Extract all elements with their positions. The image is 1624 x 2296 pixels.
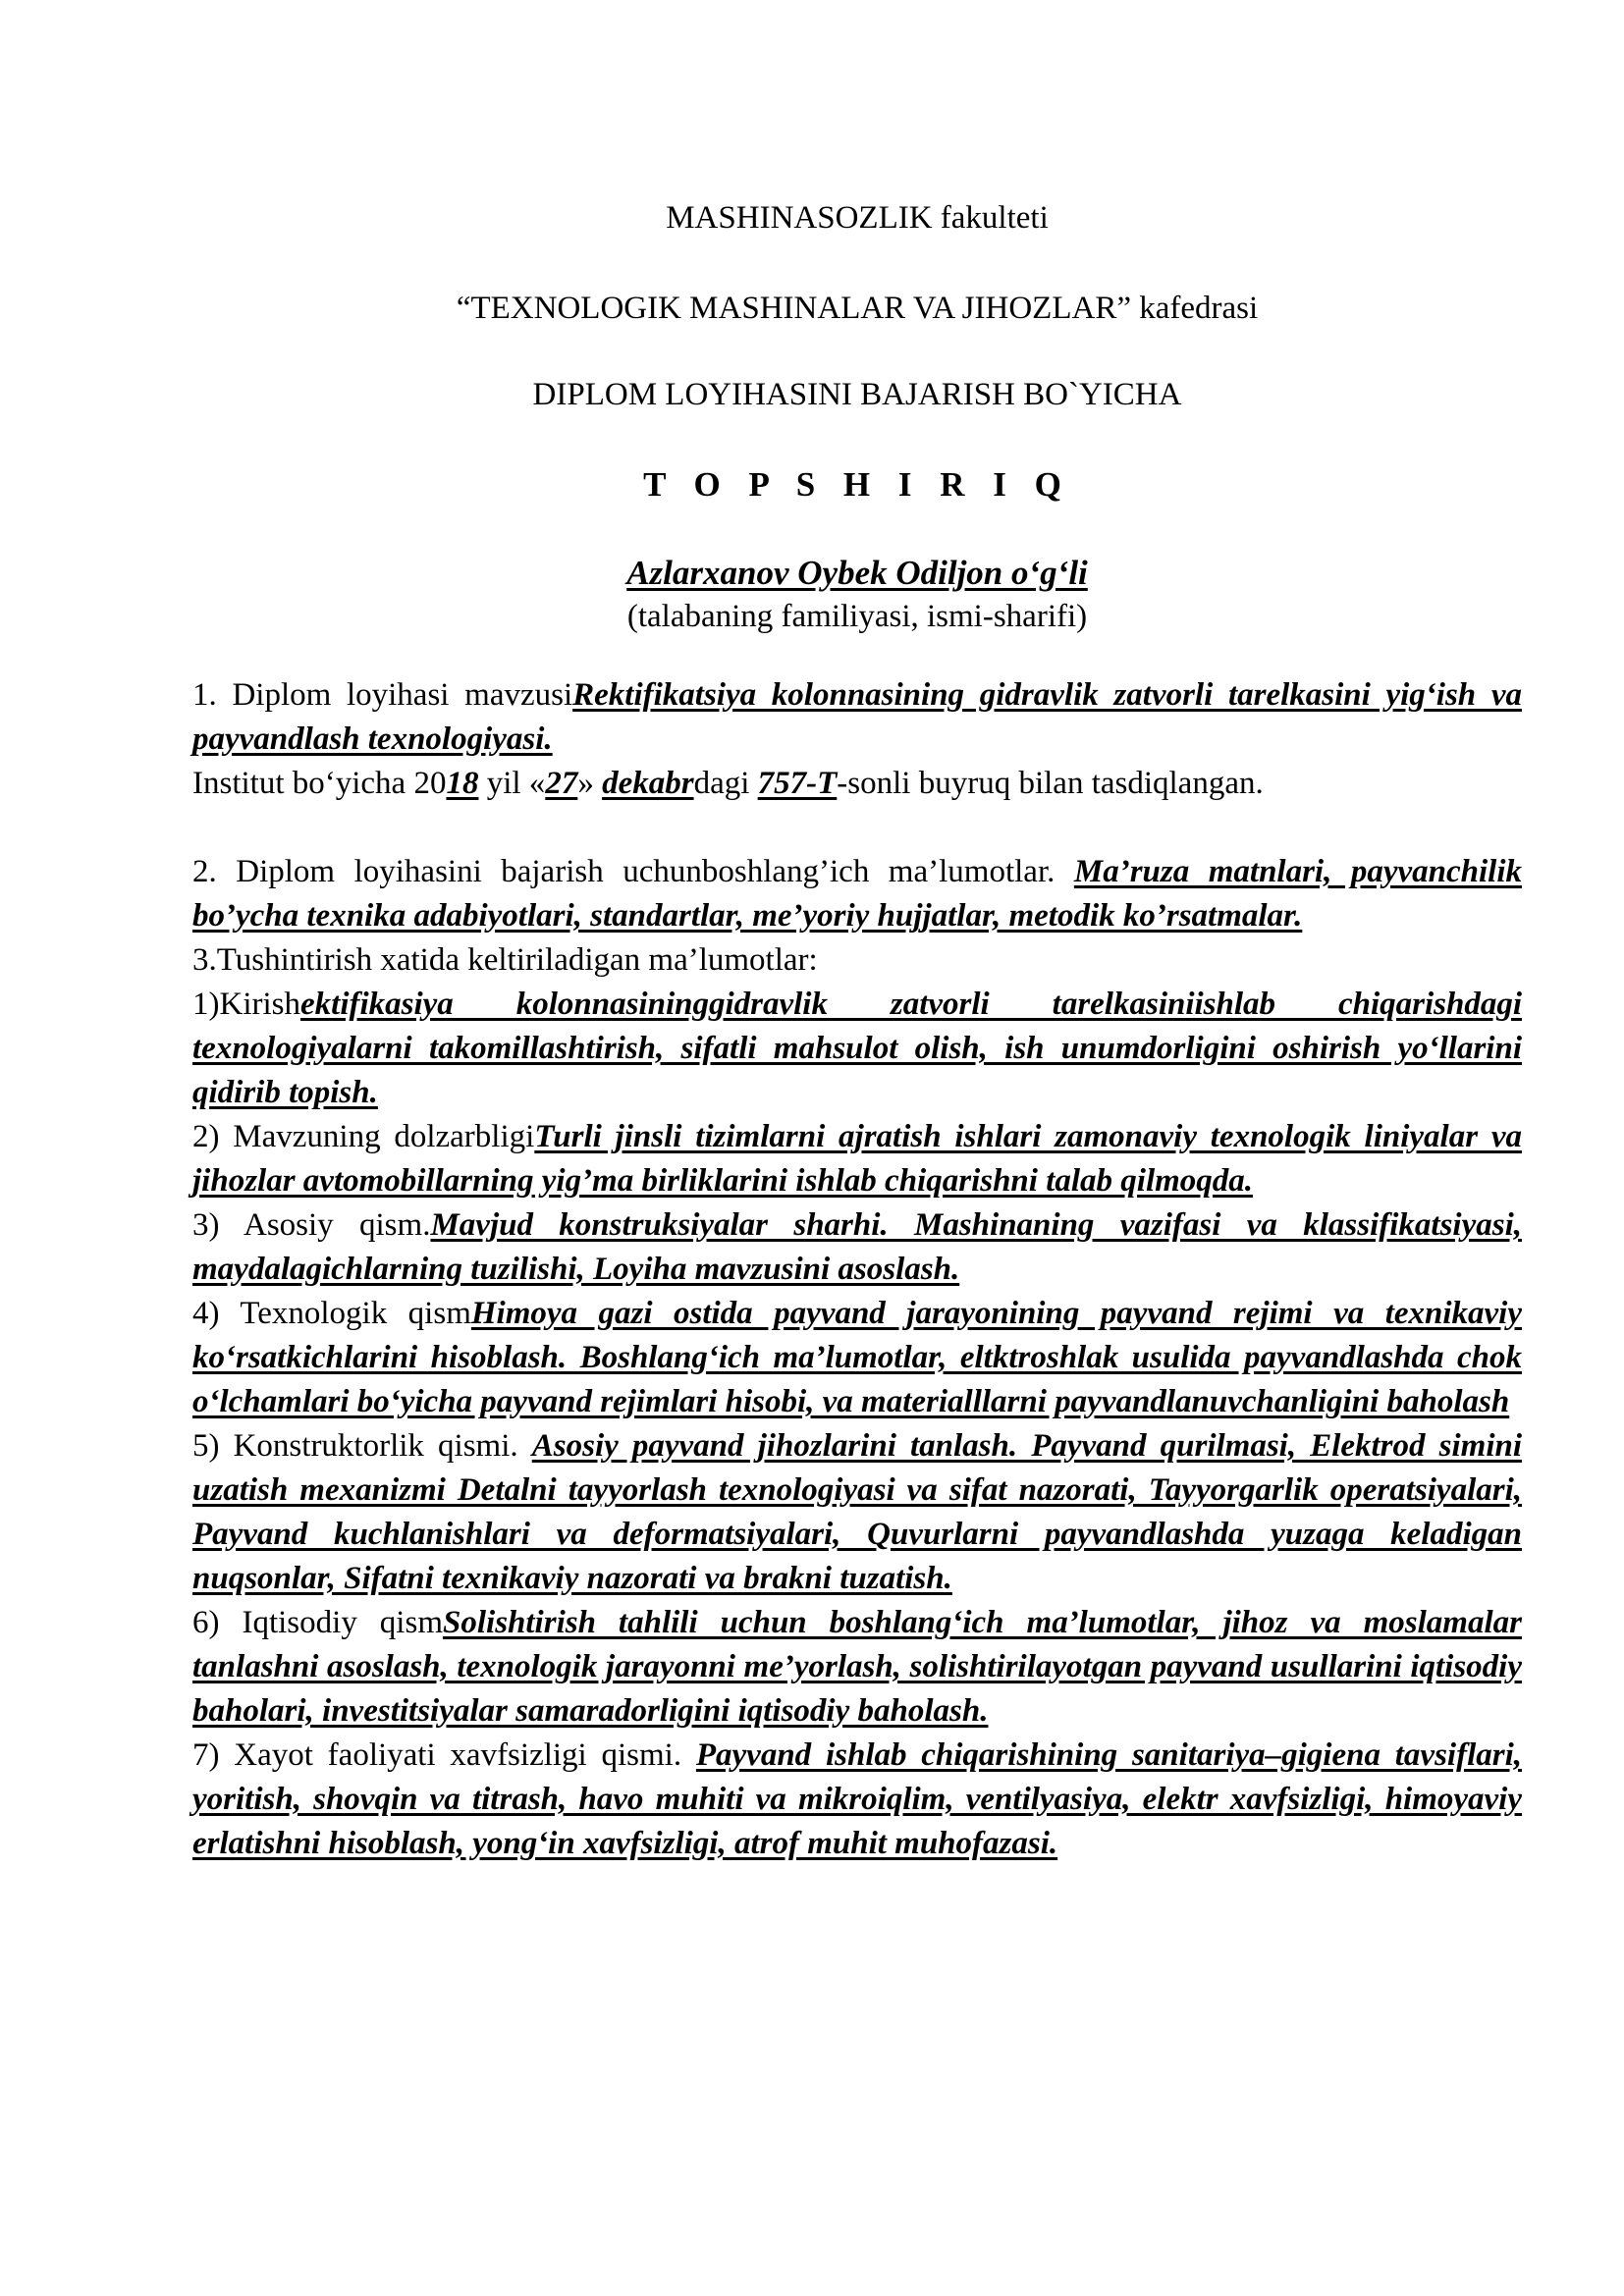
approval-order-number: 757-T	[757, 766, 838, 801]
section-text: Himoya gazi ostida payvand jarayonining payvand rejimi va texnikaviy ko‘rsatkichlarini hisoblash. Boshlang‘ich ma’lumotlar, eltktroshlak usulida payvandlashda chok o‘lchamlari bo‘yicha payvand rejimlari hisobi, va materialllarni payvandlanuvchanligini baholash	[192, 1296, 1522, 1419]
item-1-label: 1. Diplom loyihasi mavzusi	[192, 677, 573, 713]
approval-text-1: yil «	[478, 766, 546, 801]
section-label: 4) Texnologik qism	[192, 1296, 471, 1331]
section-label: 2) Mavzuning dolzarbligi	[192, 1119, 535, 1154]
subject-heading: DIPLOM LOYIHASINI BAJARISH BO`YICHA	[532, 377, 1182, 412]
section-label: 3) Asosiy qism.	[192, 1207, 431, 1243]
approval-year: 18	[446, 766, 479, 801]
section-text: Turli jinsli tizimlarni ajratish ishlari zamonaviy texnologik liniyalar va jihozlar avtomobillarning yig’ma birliklarini ishlab chiqarishni talab qilmoqda.	[192, 1119, 1522, 1199]
document-body	[192, 673, 1522, 1866]
student-caption: (talabaning familiyasi, ismi-sharifi)	[626, 599, 1088, 634]
item-1-topic	[192, 673, 1522, 762]
section-7	[192, 1734, 1522, 1866]
item-2-label: 2. Diplom loyihasini bajarish uchunboshlang’ich ma’lumotlar.	[192, 854, 1074, 889]
document-title: T O P S H I R I Q	[643, 465, 1071, 504]
item-2-initial-data	[192, 850, 1522, 938]
approval-suffix: -sonli buyruq bilan tasdiqlangan.	[837, 766, 1264, 801]
approval-day: 27	[545, 766, 578, 801]
department-heading: “TEXNOLOGIK MASHINALAR VA JIHOZLAR” kafedrasi	[456, 291, 1259, 326]
section-6	[192, 1601, 1522, 1734]
spacer	[192, 806, 1522, 850]
section-label: 7) Xayot faoliyati xavfsizligi qismi.	[192, 1737, 696, 1773]
section-3	[192, 1203, 1522, 1292]
item-3-heading: 3.Tushintirish xatida keltiriladigan ma’lumotlar:	[192, 942, 818, 978]
approval-prefix: Institut bo‘yicha 20	[192, 766, 447, 801]
approval-text-2: »	[577, 766, 603, 801]
section-text: Solishtirish tahlili uchun boshlang‘ich ma’lumotlar, jihoz va moslamalar tanlashni asoslash, texnologik jarayonni me’yorlash, solishtirilayotgan payvand usullarini iqtisodiy baholari, investitsiyalar samaradorligini iqtisodiy baholash.	[192, 1605, 1522, 1729]
item-1-approval	[192, 762, 1522, 806]
student-name: Azlarxanov Oybek Odiljon o‘g‘li	[626, 554, 1088, 592]
section-4	[192, 1292, 1522, 1424]
approval-text-3: dagi	[693, 766, 758, 801]
section-2	[192, 1115, 1522, 1203]
item-2-text: Ma’ruza matnlari, payvanchilik bo’ycha texnika adabiyotlari, standartlar, me’yoriy hujjatlar, metodik ko’rsatmalar.	[192, 854, 1522, 934]
section-label: 1)Kirish	[192, 987, 300, 1022]
section-text: Payvand ishlab chiqarishining sanitariya–gigiena tavsiflari, yoritish, shovqin va titrash, havo muhiti va mikroiqlim, ventilyasiya, elektr xavfsizligi, himoyaviy erlatishni hisoblash, yong‘in xavfsizligi, atrof muhit muhofazasi.	[192, 1737, 1522, 1861]
section-text: Mavjud konstruksiyalar sharhi. Mashinaning vazifasi va klassifikatsiyasi, maydalagichlarning tuzilishi, Loyiha mavzusini asoslash.	[192, 1207, 1522, 1287]
section-1	[192, 983, 1522, 1115]
section-label: 6) Iqtisodiy qism	[192, 1605, 443, 1640]
section-text: Asosiy payvand jihozlarini tanlash. Payvand qurilmasi, Elektrod simini uzatish mexanizmi Detalni tayyorlash texnologiyasi va sifat nazorati, Tayyorgarlik operatsiyalari, Payvand kuchlanishlari va deformatsiyalari, Quvurlarni payvandlashda yuzaga keladigan nuqsonlar, Sifatni texnikaviy nazorati va brakni tuzatish.	[192, 1428, 1523, 1596]
section-text: ektifikasiya kolonnasininggidravlik zatvorli tarelkasiniishlab chiqarishdagi texnologiyalarni takomillashtirish, sifatli mahsulot olish, ish unumdorligini oshirish yo‘llarini qidirib topish.	[192, 987, 1522, 1110]
section-5	[192, 1424, 1522, 1601]
item-1-topic-text: Rektifikatsiya kolonnasining gidravlik zatvorli tarelkasini yig‘ish va payvandlash texnologiyasi.	[192, 677, 1522, 757]
faculty-heading: MASHINASOZLIK fakulteti	[666, 200, 1049, 236]
student-block	[192, 552, 1522, 596]
approval-month: dekabr	[602, 766, 694, 801]
section-label: 5) Konstruktorlik qismi.	[192, 1428, 532, 1464]
